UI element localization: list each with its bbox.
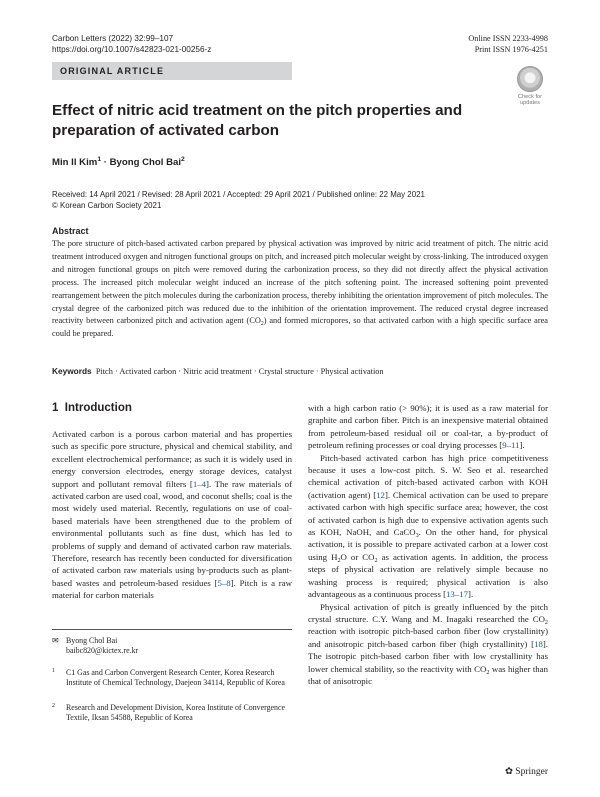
affiliation-1 xyxy=(52,668,292,689)
footnote-divider xyxy=(52,629,292,630)
author-2[interactable]: Byong Chol Bai xyxy=(109,157,182,168)
article-type-banner: ORIGINAL ARTICLE xyxy=(52,62,292,80)
author-1-affiliation: 1 xyxy=(97,156,102,163)
affiliation-1-number: 1 xyxy=(52,668,55,674)
left-column xyxy=(52,428,292,602)
corresponding-author xyxy=(52,636,292,657)
author-1[interactable]: Min Il Kim xyxy=(52,157,98,168)
online-issn: Online ISSN 2233-4998 xyxy=(468,34,548,43)
issn-block xyxy=(468,33,548,55)
keywords xyxy=(52,366,384,376)
history-dates: Received: 14 April 2021 / Revised: 28 April 2021 / Accepted: 29 April 2021 / Published online: 22 May 2021 xyxy=(52,190,425,199)
abstract-text: The pore structure of pitch-based activated carbon prepared by physical activation was improved by nitric acid treatment of pitch. The nitric acid treatment introduced oxygen and nitrogen functional groups on pitch, and increased pitch molecular weight by cross-linking. The introduced oxygen and nitrogen functional groups on pitch were removed during the carbonization process, so they did not directly affect the physical activation process. The increased pitch molecular weight induced an increase of the pitch softening point. The increased softening point prevented rearrangement between the pitch molecules during the carbonization process, thereby inhibiting the orientation improvement of pitch molecules. The crystal degree of the carbonized pitch was reduced due to the inhibition of the orientation improvement. The reduced crystal degree increased reactivity between carbonized pitch and activation agent $(CO_2)$ and formed micropores, so that activated carbon with a high specific surface area could be prepared. xyxy=(52,239,548,339)
intro-paragraph-3: Physical activation of pitch is greatly influenced by the pitch crystal structure. C.Y. Wang and M. Inagaki researched the $CO_2$ reaction with isotropic pitch-based carbon fiber (low crystallinity) and anisotropic pitch-based carbon fiber (high crystallinity) [18]. The isotropic pitch-based carbon fiber with low crystallinity has lower chemical stability, so the reactivity with $CO_2$ was higher than that of anisotropic xyxy=(308,601,548,686)
citation-link[interactable]: 9–11 xyxy=(502,440,520,451)
citation-link[interactable]: 12 xyxy=(376,489,385,500)
author-separator: · xyxy=(101,157,110,168)
publication-dates xyxy=(52,189,425,211)
citation-link[interactable]: 13–17 xyxy=(446,589,469,600)
section-title: Introduction xyxy=(64,402,132,414)
affiliation-2-text: Research and Development Division, Korea Institute of Convergence Textile, Iksan 54588, Republic of Korea xyxy=(66,703,285,723)
section-heading xyxy=(52,402,132,414)
journal-citation: Carbon Letters (2022) 32:99–107 xyxy=(52,34,174,43)
publisher-name: Springer xyxy=(515,767,548,777)
intro-paragraph-1: Activated carbon is a porous carbon material and has properties such as specific pore structure, physical and chemical stability, and excellent electrochemical performance; as such it is widely used in energy conversion electrodes, energy storage devices, catalyst support and pollutant removal filters [1–4]. The raw materials of activated carbon are used coal, wood, and coconut shells; coal is the most widely used material. Recently, regulations on use of coal-based materials have been strengthened due to the problem of environmental pollutants such as fine dust, which has led to problems of supply and demand of activated carbon raw materials. Therefore, research has recently been conducted for diversification of activated carbon raw materials using by-products such as plant-based wastes and petroleum-based residues [5–8]. Pitch is a raw material for carbon materials xyxy=(52,429,293,601)
article-title: Effect of nitric acid treatment on the pitch properties and preparation of activated carbon xyxy=(52,102,463,139)
right-column xyxy=(308,402,548,687)
doi-link[interactable]: https://doi.org/10.1007/s42823-021-00256-z xyxy=(52,45,212,54)
citation-link[interactable]: 1–4 xyxy=(192,478,207,489)
abstract-heading: Abstract xyxy=(52,226,89,236)
citation-link[interactable]: 18 xyxy=(534,638,543,649)
keywords-label: Keywords xyxy=(52,366,92,376)
check-updates-icon xyxy=(517,66,543,92)
copyright: © Korean Carbon Society 2021 xyxy=(52,201,162,210)
springer-horse-icon: ✿ xyxy=(504,767,513,777)
intro-paragraph-cont: with a high carbon ratio (> 90%); it is used as a raw material for graphite and carbon fiber. Pitch is an inexpensive material obtained from petroleum-based residual oil or coal-tar, a by-product of petroleum refining processes or coal drying processes [9–11]. xyxy=(308,403,548,451)
corresponding-email[interactable]: baibc820@kictex.re.kr xyxy=(66,646,139,656)
print-issn: Print ISSN 1976-4251 xyxy=(474,45,548,54)
author-list xyxy=(52,157,185,168)
affiliation-2-number: 2 xyxy=(52,703,55,709)
publisher-logo xyxy=(505,766,548,777)
badge-line1: Check for xyxy=(518,94,542,100)
keywords-list: Pitch · Activated carbon · Nitric acid treatment · Crystal structure · Physical activation xyxy=(95,367,384,376)
envelope-icon: ✉ xyxy=(52,636,59,645)
author-2-affiliation: 2 xyxy=(181,156,185,163)
badge-line2: updates xyxy=(520,100,540,106)
journal-header xyxy=(52,33,211,55)
citation-link[interactable]: 5–8 xyxy=(217,577,231,588)
section-number: 1 xyxy=(52,402,59,414)
check-for-updates-badge[interactable] xyxy=(512,66,548,106)
affiliation-2 xyxy=(52,703,292,724)
corresponding-name: Byong Chol Bai xyxy=(66,636,118,645)
affiliation-1-text: C1 Gas and Carbon Convergent Research Center, Korea Research Institute of Chemical Technology, Daejeon 34114, Republic of Korea xyxy=(66,668,285,688)
intro-paragraph-2: Pitch-based activated carbon has high price competitiveness because it uses a low-cost pitch. S. W. Seo et al. researched chemical activation of pitch-based activated carbon with KOH (activation agent) [12]. Chemical activation can be used to prepare activated carbon with high specific surface area; however, the cost of activated carbon is high due to expensive activation agents such as KOH, NaOH, and CaCO$_3$. On the other hand, for physical activation, it is possible to prepare activated carbon at a lower cost using $H_2O$ or $CO_2$ as activation agents. In addition, the process steps of physical activation are relatively simple because no washing process is required; physical activation is also advantageous as a continuous process [13–17]. xyxy=(308,452,549,600)
